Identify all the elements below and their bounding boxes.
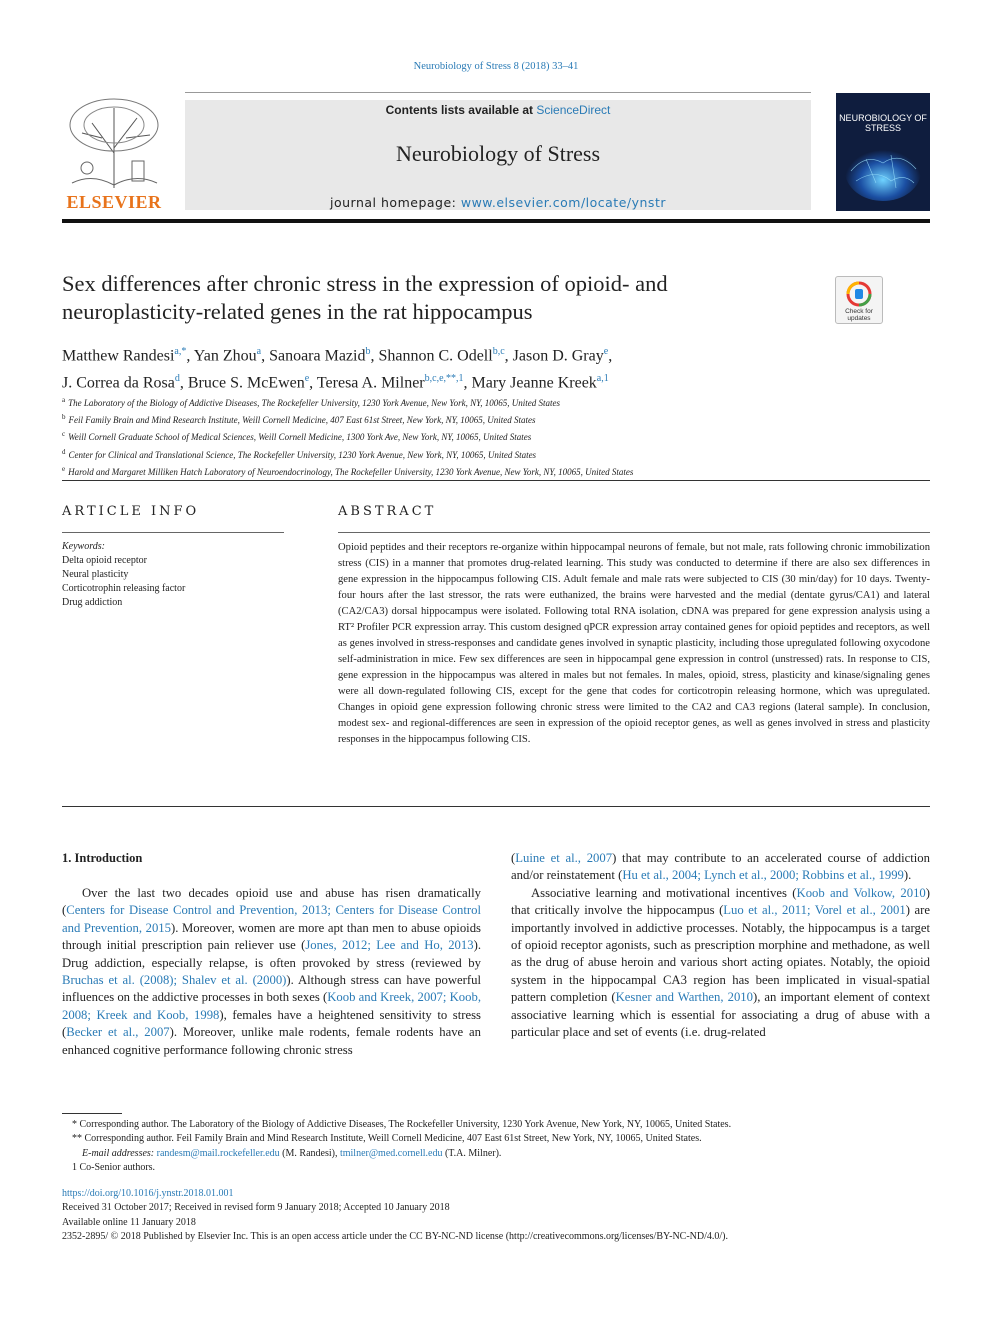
intro-paragraph <box>62 885 481 1059</box>
paragraph-text: Over the last two decades opioid use and abuse has risen dramatically ( <box>62 886 481 918</box>
footnote-corresponding-2: ** Corresponding author. Feil Family Brain and Mind Research Institute, Weill Cornell Medicine, 407 East 61st Street, New York, NY, 10065, United States. <box>72 1133 702 1145</box>
affiliation <box>62 445 922 462</box>
footnote-co-senior: 1 Co-Senior authors. <box>72 1161 156 1173</box>
keywords-label: Keywords: <box>62 541 105 552</box>
email-link-milner[interactable]: tmilner@med.cornell.edu <box>339 1147 443 1159</box>
citation-link[interactable]: Bruchas et al. (2008); Shalev et al. (2000) <box>62 973 287 988</box>
paragraph-text: ), females have a heightened sensitivity to stress ( <box>62 1007 481 1040</box>
email-label: E-mail addresses: <box>82 1147 157 1159</box>
section-rule <box>62 480 930 481</box>
affiliation-list <box>62 393 922 479</box>
citation-link[interactable]: Koob and Kreek, 2007; Koob, 2008; Kreek and Koob, 1998 <box>62 990 482 1022</box>
paragraph-text: ), an important element of context associative learning which is essential for associating a drug of abuse with a particular place and set of events (i.e. drug-related <box>511 990 930 1040</box>
keyword: Drug addiction <box>62 597 123 608</box>
affiliation <box>62 427 922 444</box>
author-list <box>62 340 842 395</box>
author-affiliation-marker[interactable]: d <box>174 373 180 385</box>
author-name[interactable]: Teresa A. Milner <box>316 374 425 392</box>
affiliation-text: The Laboratory of the Biology of Addictive Diseases, The Rockefeller University, 1230 York Avenue, New York, NY, 10065, United States <box>68 398 560 408</box>
paragraph-text: ). <box>903 868 912 883</box>
article-info-heading: ARTICLE INFO <box>62 504 200 519</box>
homepage-link[interactable]: www.elsevier.com/locate/ynstr <box>460 195 666 210</box>
author-name[interactable]: Sanoara Mazid <box>269 347 366 365</box>
title-line-1: Sex differences after chronic stress in the expression of opioid- and <box>62 271 668 296</box>
citation-link[interactable]: Luo et al., 2011; Vorel et al., 2001 <box>723 903 906 918</box>
citation-link[interactable]: Hu et al., 2004; Lynch et al., 2000; Robbins et al., 1999 <box>622 868 904 883</box>
paragraph-text: ). Although stress can have powerful influences on the addictive processes in both sexes ( <box>62 973 481 1005</box>
intro-paragraph <box>511 850 930 885</box>
title-line-2: neuroplasticity-related genes in the rat hippocampus <box>62 299 533 324</box>
author-affiliation-marker[interactable]: a,* <box>174 346 187 357</box>
email-owner: (M. Randesi), <box>279 1147 340 1159</box>
citation-link[interactable]: Luine et al., 2007 <box>515 851 613 865</box>
citation-link[interactable]: Centers for Disease Control and Prevention, 2013; Centers for Disease Control and Prevention, 2015 <box>62 903 481 935</box>
affiliation-marker: c <box>62 430 66 439</box>
affiliation-marker: a <box>62 396 66 404</box>
badge-label: Check for updates <box>845 308 873 322</box>
cover-title: NEUROBIOLOGY OF STRESS <box>839 113 927 133</box>
author-affiliation-marker[interactable]: b,c <box>492 346 505 357</box>
article-title <box>62 270 782 326</box>
paragraph-text: ). Drug addiction, especially relapse, is often provoked by stress (reviewed by <box>62 938 481 970</box>
footnote-corresponding-1: * Corresponding author. The Laboratory of the Biology of Addictive Diseases, The Rockefeller University, 1230 York Avenue, New York, NY, 10065, United States. <box>72 1119 732 1130</box>
email-owner: (T.A. Milner). <box>442 1147 502 1159</box>
intro-right-column <box>511 850 930 1041</box>
paragraph-text: Associative learning and motivational incentives ( <box>531 885 797 900</box>
journal-name: Neurobiology of Stress <box>395 141 601 166</box>
introduction-heading: 1. Introduction <box>62 851 143 865</box>
license-statement: 2352-2895/ © 2018 Published by Elsevier Inc. This is an open access article under the CC BY-NC-ND license (http://creativecommons.org/licenses/BY-NC-ND/4.0/). <box>62 1230 728 1242</box>
affiliation-text: Weill Cornell Graduate School of Medical Sciences, Weill Cornell Medicine, 1300 York Ave, New York, NY, 10065, United States <box>68 432 532 443</box>
author-name[interactable]: J. Correa da Rosa <box>62 374 175 392</box>
author-affiliation-marker[interactable]: b,c,e,**,1 <box>424 373 464 385</box>
paragraph-text: ) are importantly involved in addictive processes. Notably, the hippocampus is a target of opioid receptor agonists, such as prescription morphine and methadone, as well as the drug of abuse heroin and various short acting opiates. Notably, the opioid system in the hippocampal CA3 region has been implicated in visual-spatial pattern completion ( <box>511 903 930 1005</box>
affiliation-text: Center for Clinical and Translational Science, The Rockefeller University, 1230 York Avenue, New York, NY, 10065, United States <box>68 449 537 460</box>
doi-link[interactable]: https://doi.org/10.1016/j.ynstr.2018.01.001 <box>62 1188 234 1199</box>
keyword: Corticotrophin releasing factor <box>62 583 186 594</box>
journal-cover-image[interactable] <box>836 93 930 211</box>
affiliation-marker: d <box>62 447 66 456</box>
author-line-1: Matthew Randesi$^{a,*}$, Yan Zhou$^a$, Sanoara Mazid$^b$, Shannon C. Odell$^{b,c}$, Jason D. Gray$^e$, <box>62 346 613 365</box>
affiliation-marker: b <box>62 413 66 422</box>
check-for-updates-badge[interactable] <box>835 276 883 324</box>
intro-left-column <box>62 885 481 1059</box>
email-link-randesi[interactable]: randesm@mail.rockefeller.edu <box>156 1147 280 1159</box>
citation-link[interactable]: Koob and Volkow, 2010 <box>796 885 926 900</box>
affiliation-text: Harold and Margaret Milliken Hatch Laboratory of Neuroendocrinology, The Rockefeller University, 1230 York Avenue, New York, NY, 10065, United States <box>68 466 634 477</box>
abstract-bottom-rule <box>62 806 930 807</box>
author-affiliation-marker[interactable]: b <box>365 346 371 357</box>
homepage-label: journal homepage: <box>330 195 461 210</box>
paragraph-text: ) that may contribute to an accelerated course of addiction and/or reinstatement ( <box>511 851 930 883</box>
footnote-emails <box>62 1147 932 1161</box>
abstract-heading: ABSTRACT <box>338 504 437 519</box>
affiliation-marker: e <box>62 464 66 473</box>
author-name[interactable]: Matthew Randesi <box>62 347 175 365</box>
abstract-rule <box>338 532 930 533</box>
header-thick-rule <box>62 219 930 223</box>
author-affiliation-marker[interactable]: a <box>256 346 262 357</box>
header-rule <box>185 92 811 93</box>
keywords-block <box>62 540 284 610</box>
keyword: Neural plasticity <box>62 569 129 580</box>
footnotes <box>62 1118 932 1175</box>
author-affiliation-marker[interactable]: e <box>603 346 609 357</box>
author-name[interactable]: Shannon C. Odell <box>378 347 493 365</box>
paragraph-text: ( <box>511 851 516 865</box>
paragraph-text: ). Moreover, unlike male rodents, female rodents have an enhanced cognitive performance following chronic stress <box>62 1025 481 1057</box>
contents-prefix: Contents lists available at <box>385 103 537 117</box>
abstract-text: Opioid peptides and their receptors re-organize within hippocampal neurons of female, but not male, rats following chronic immobilization stress (CIS) in a manner that promotes drug-related learning. This study was conducted to determine if there are also sex differences in gene expression in the hippocampus following CIS. Adult female and male rats were subjected to CIS (30 min/day) for 10 days. Twenty-four hours after the last stressor, the rats were euthanized, the brains were harvested and the medial (dentate gyrus/CA1) and lateral (CA2/CA3) dorsal hippocampus were isolated. Following total RNA isolation, cDNA was prepared for gene expression analysis using a RT² Profiler PCR expression array. This custom designed qPCR expression array contained genes for opioid peptides and receptors, as well as genes involved in stress-responses and candidate genes involved in synaptic plasticity, including those upregulated following oxycodone self-administration in mice. Few sex differences are seen in hippocampal gene expression in control (unstressed) rats. In response to CIS, gene expression in the hippocampus was altered in males but not females. In males, opioid, stress, plasticity and kinase/signaling genes were all down-regulated following CIS, except for the gene that codes for corticotropin releasing hormone, which was upregulated. Changes in opioid gene expression following chronic stress were limited to the CA2 and CA3 regions (lateral sample). In conclusion, modest sex- and regional-differences are seen in expression of the opioid receptor genes, as well as genes involved in stress and plasticity responses in the hippocampus following CIS. <box>338 542 930 745</box>
intro-paragraph <box>511 885 930 1042</box>
journal-citation[interactable]: Neurobiology of Stress 8 (2018) 33–41 <box>413 61 579 72</box>
paragraph-text: ). Moreover, women are more apt than men to abuse opioids through initial prescription pain reliever use ( <box>62 920 481 953</box>
author-name[interactable]: Jason D. Gray <box>512 347 604 365</box>
affiliation <box>62 393 922 410</box>
citation-link[interactable]: Kesner and Warthen, 2010 <box>615 990 753 1005</box>
paragraph-text: ) that critically involve the hippocampus ( <box>511 885 930 918</box>
citation-link[interactable]: Jones, 2012; Lee and Ho, 2013 <box>305 938 474 953</box>
article-info-rule <box>62 532 284 533</box>
affiliation <box>62 410 922 427</box>
affiliation <box>62 462 922 479</box>
contents-line <box>185 103 811 117</box>
received-dates: Received 31 October 2017; Received in revised form 9 January 2018; Accepted 10 January 2018 <box>62 1202 450 1214</box>
sciencedirect-link[interactable]: ScienceDirect <box>536 103 611 117</box>
author-affiliation-marker[interactable]: a,1 <box>596 373 609 385</box>
available-online: Available online 11 January 2018 <box>62 1216 196 1228</box>
affiliation-text: Feil Family Brain and Mind Research Institute, Weill Cornell Medicine, 407 East 61st Street, New York, NY, 10065, United States <box>68 415 536 426</box>
journal-homepage <box>185 195 811 210</box>
author-name[interactable]: Yan Zhou <box>193 347 257 365</box>
keyword: Delta opioid receptor <box>62 555 147 566</box>
author-name[interactable]: Mary Jeanne Kreek <box>471 374 597 392</box>
author-affiliation-marker[interactable]: e <box>304 373 310 385</box>
footnote-rule <box>62 1113 122 1114</box>
article-history <box>62 1187 932 1244</box>
author-line-2: J. Correa da Rosa$^d$, Bruce S. McEwen$^e$, Teresa A. Milner$^{b,c,e,**,1}$, Mary Jeanne Kreek$^{a,1}$ <box>62 373 609 392</box>
author-name[interactable]: Bruce S. McEwen <box>187 374 305 392</box>
elsevier-wordmark: ELSEVIER <box>66 192 162 212</box>
citation-link[interactable]: Becker et al., 2007 <box>66 1025 170 1040</box>
